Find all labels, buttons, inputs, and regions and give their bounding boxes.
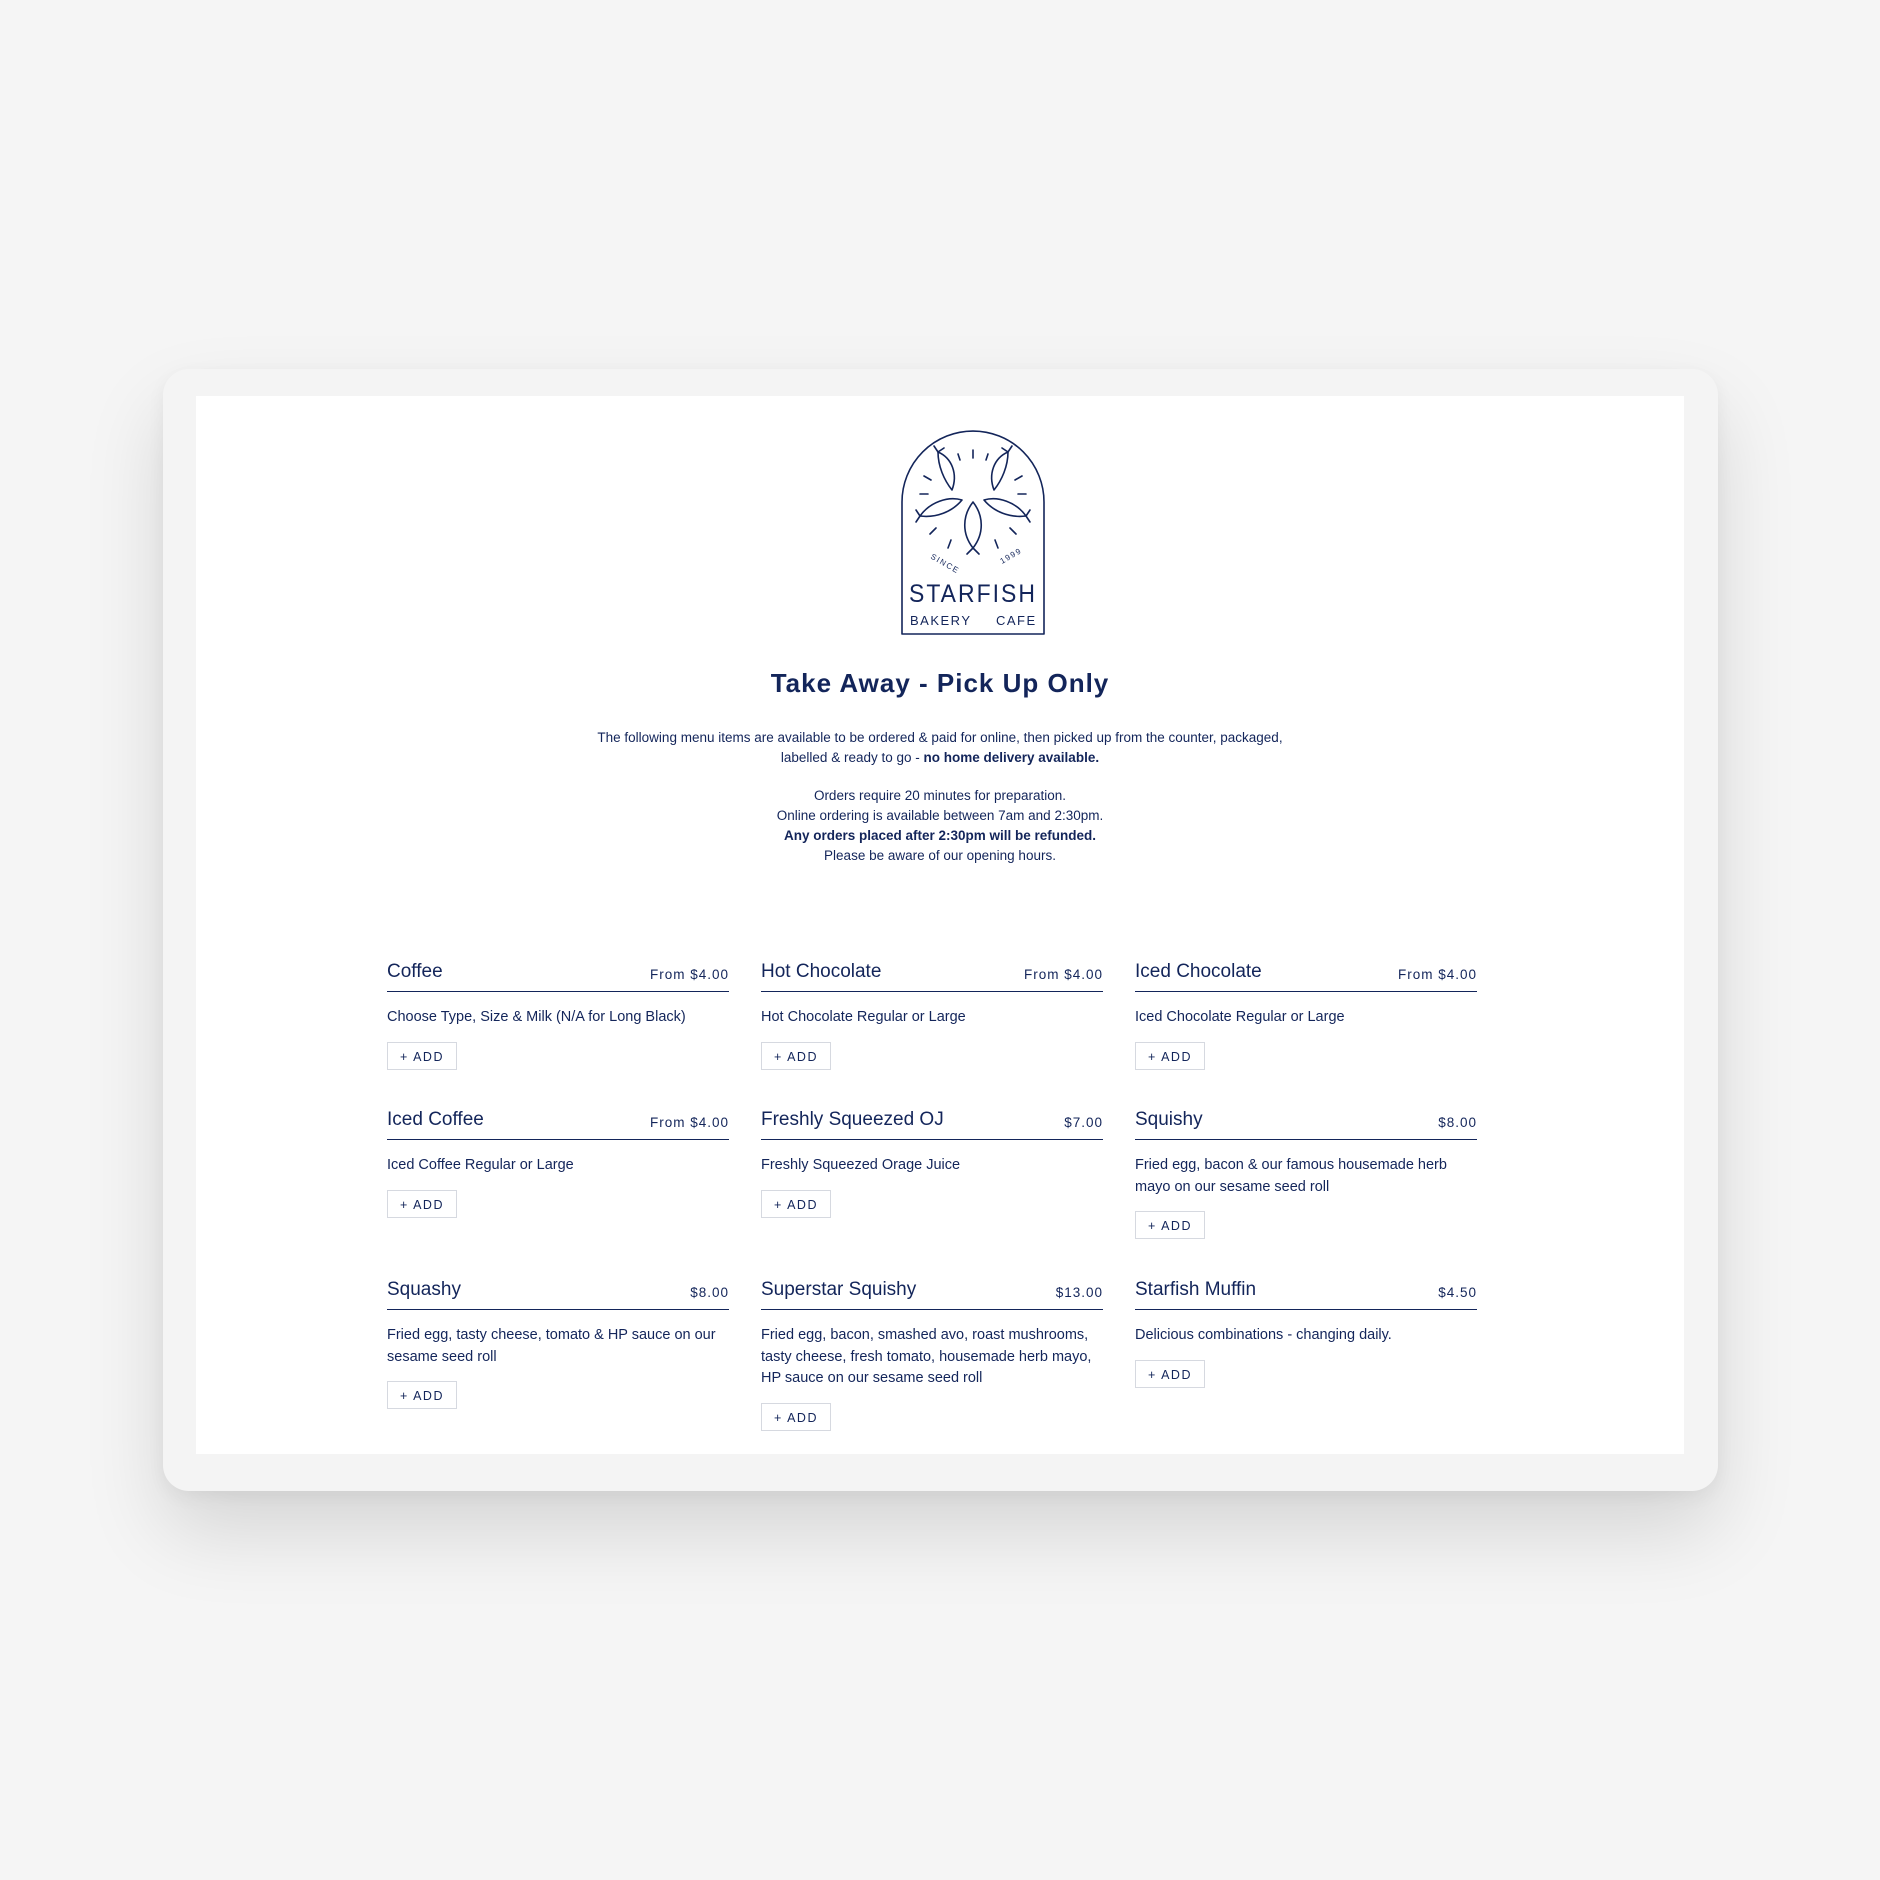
menu-item-iced-coffee — [387, 1107, 729, 1218]
device-frame — [163, 369, 1718, 1491]
menu-item-superstar-squishy — [761, 1277, 1103, 1431]
screen — [196, 396, 1684, 1454]
add-squashy-button[interactable]: + ADD — [387, 1381, 457, 1409]
item-price: From $4.00 — [649, 1115, 729, 1130]
item-name: Iced Coffee — [387, 1109, 484, 1130]
page-title: Take Away - Pick Up Only — [770, 668, 1110, 698]
menu-item-iced-chocolate — [1135, 959, 1477, 1070]
item-description: Freshly Squeezed Orage Juice — [761, 1157, 961, 1173]
item-name: Iced Chocolate — [1135, 961, 1262, 982]
item-name: Hot Chocolate — [761, 961, 882, 982]
add-superstar-squishy-button[interactable]: + ADD — [761, 1403, 831, 1431]
menu-item-hot-chocolate — [761, 959, 1103, 1070]
item-name: Squishy — [1135, 1109, 1203, 1130]
item-price: From $4.00 — [649, 967, 729, 982]
menu-item-squashy — [387, 1277, 729, 1409]
add-iced-chocolate-button[interactable]: + ADD — [1135, 1042, 1205, 1070]
item-description: Fried egg, bacon, smashed avo, roast mushrooms, tasty cheese, fresh tomato, housemade herb mayo, HP sauce on our sesame seed roll — [761, 1327, 1092, 1386]
starfish-logo[interactable] — [900, 430, 1046, 636]
ordering-hours-notice: Online ordering is available between 7am and 2:30pm. — [776, 808, 1104, 823]
item-description: Delicious combinations - changing daily. — [1135, 1327, 1392, 1343]
item-description: Hot Chocolate Regular or Large — [761, 1009, 966, 1025]
menu-item-coffee — [387, 959, 729, 1070]
item-description: Choose Type, Size & Milk (N/A for Long Black) — [387, 1009, 686, 1025]
item-price: From $4.00 — [1023, 967, 1103, 982]
starfish-logo-graphic — [900, 430, 1046, 636]
add-starfish-muffin-button[interactable]: + ADD — [1135, 1360, 1205, 1388]
menu-item-freshly-squeezed-oj — [761, 1107, 1103, 1218]
prep-time-notice: Orders require 20 minutes for preparation. — [813, 788, 1067, 803]
add-squishy-button[interactable]: + ADD — [1135, 1211, 1205, 1239]
opening-hours-notice: Please be aware of our opening hours. — [824, 848, 1056, 863]
item-price: $13.00 — [1055, 1285, 1103, 1300]
item-price: $4.50 — [1438, 1285, 1477, 1300]
logo-brand-text: STARFISH — [909, 580, 1037, 608]
item-description: Iced Coffee Regular or Large — [387, 1157, 574, 1173]
logo-bakery-text: BAKERY — [910, 613, 972, 628]
item-name: Starfish Muffin — [1135, 1279, 1257, 1300]
logo-since-text: SINCE — [929, 551, 962, 576]
add-hot-chocolate-button[interactable]: + ADD — [761, 1042, 831, 1070]
intro-line-2 — [540, 748, 1340, 768]
item-price: $8.00 — [1438, 1115, 1477, 1130]
menu-item-squishy — [1135, 1107, 1477, 1239]
item-price: From $4.00 — [1397, 967, 1477, 982]
add-iced-coffee-button[interactable]: + ADD — [387, 1190, 457, 1218]
logo-year-text: 1999 — [998, 546, 1024, 566]
item-name: Coffee — [387, 961, 443, 982]
item-price: $7.00 — [1064, 1115, 1103, 1130]
item-price: $8.00 — [690, 1285, 729, 1300]
item-description: Iced Chocolate Regular or Large — [1135, 1009, 1345, 1025]
intro-line-1: The following menu items are available to be ordered & paid for online, then picked up from the counter, packaged, — [597, 730, 1283, 745]
item-name: Superstar Squishy — [761, 1279, 917, 1300]
item-name: Squashy — [387, 1279, 461, 1300]
intro-text — [540, 728, 1340, 866]
item-description: Fried egg, tasty cheese, tomato & HP sauce on our sesame seed roll — [387, 1327, 716, 1365]
no-delivery-notice: no home delivery available. — [923, 750, 1100, 765]
menu-item-starfish-muffin — [1135, 1277, 1477, 1388]
logo-cafe-text: CAFE — [996, 613, 1037, 628]
refund-notice: Any orders placed after 2:30pm will be refunded. — [783, 828, 1097, 843]
item-description: Fried egg, bacon & our famous housemade herb mayo on our sesame seed roll — [1135, 1157, 1447, 1195]
add-freshly-squeezed-oj-button[interactable]: + ADD — [761, 1190, 831, 1218]
add-coffee-button[interactable]: + ADD — [387, 1042, 457, 1070]
intro-line-2-prefix: labelled & ready to go - — [780, 750, 924, 765]
item-name: Freshly Squeezed OJ — [761, 1109, 944, 1130]
